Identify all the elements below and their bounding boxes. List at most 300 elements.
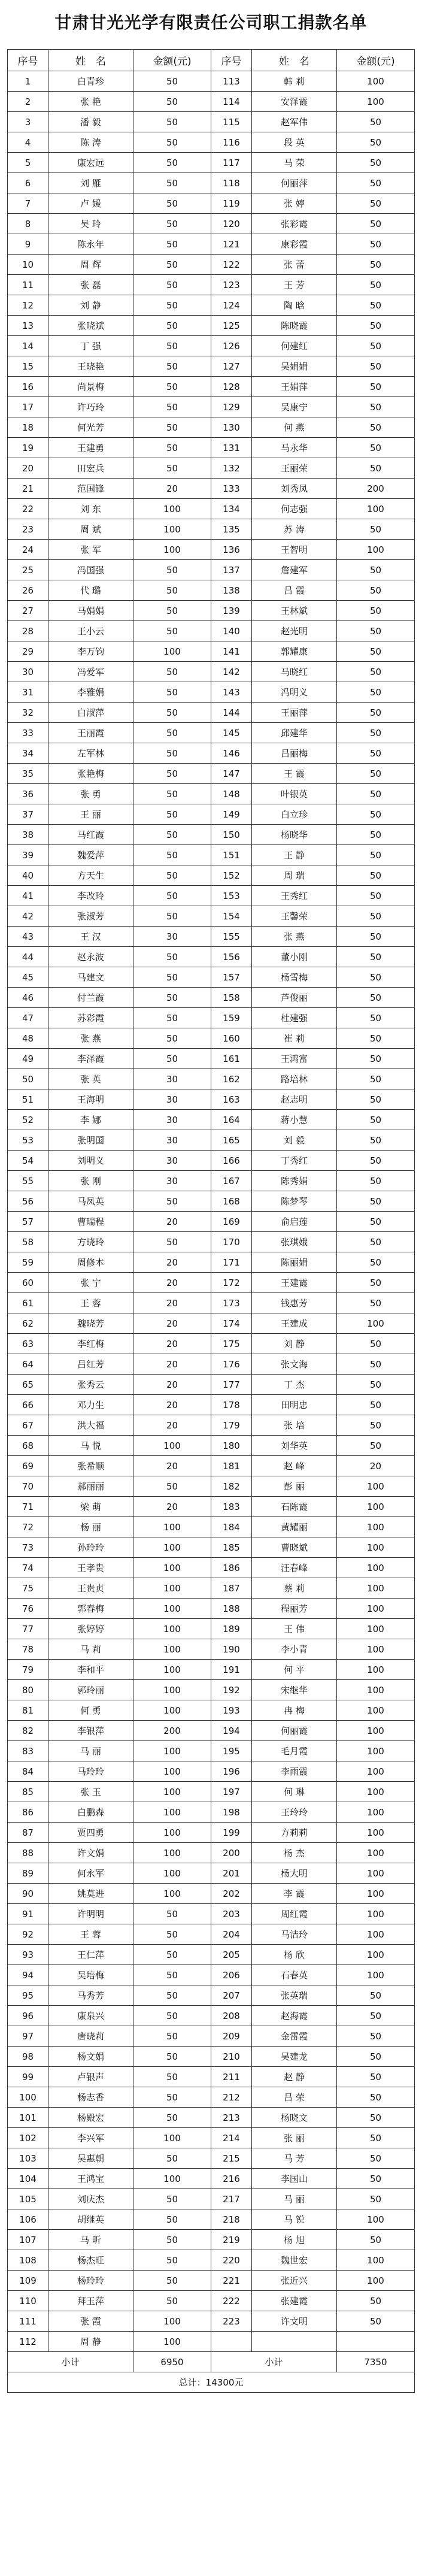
cell-seq: 185: [211, 1537, 252, 1558]
table-row: [8, 193, 415, 214]
cell-name: 方天生: [48, 865, 133, 886]
cell-amount: 100: [133, 1700, 211, 1721]
table-row: [8, 784, 415, 804]
cell-seq: 130: [211, 417, 252, 438]
table-row: [8, 2006, 415, 2026]
cell-name: 张 蕾: [252, 255, 337, 275]
cell-amount: 30: [133, 1069, 211, 1089]
table-row: [8, 2271, 415, 2291]
cell-amount: 50: [133, 2148, 211, 2169]
cell-seq: 60: [8, 1273, 48, 1293]
cell-seq: 145: [211, 723, 252, 743]
cell-amount: 100: [133, 2128, 211, 2148]
cell-seq: 151: [211, 845, 252, 865]
table-row: [8, 865, 415, 886]
cell-amount: 100: [337, 1639, 415, 1660]
cell-amount: 50: [337, 947, 415, 967]
cell-name: 杨晓华: [252, 825, 337, 845]
total-row: [8, 2372, 415, 2393]
cell-amount: 50: [133, 947, 211, 967]
cell-seq: 72: [8, 1517, 48, 1537]
cell-seq: 150: [211, 825, 252, 845]
cell-amount: 50: [133, 967, 211, 988]
table-row: [8, 132, 415, 153]
cell-amount: 100: [133, 1680, 211, 1700]
cell-seq: 101: [8, 2108, 48, 2128]
cell-name: 王 伟: [252, 1619, 337, 1639]
cell-name: 王孝贵: [48, 1558, 133, 1578]
cell-amount: 100: [337, 1945, 415, 1965]
cell-seq: 129: [211, 397, 252, 417]
table-row: [8, 845, 415, 865]
cell-seq: 169: [211, 1212, 252, 1232]
cell-seq: 68: [8, 1436, 48, 1456]
cell-amount: 20: [133, 1354, 211, 1375]
cell-seq: 171: [211, 1252, 252, 1273]
cell-name: 苏 涛: [252, 519, 337, 540]
cell-seq: 220: [211, 2250, 252, 2271]
cell-name: 李 霞: [252, 1884, 337, 1904]
table-row: [8, 1212, 415, 1232]
cell-seq: 51: [8, 1089, 48, 1110]
table-row: [8, 1293, 415, 1313]
cell-amount: 50: [133, 214, 211, 234]
cell-amount: 20: [133, 1273, 211, 1293]
cell-seq: 222: [211, 2291, 252, 2311]
cell-amount: 50: [133, 2047, 211, 2067]
cell-amount: 100: [133, 2311, 211, 2332]
cell-amount: 50: [337, 1354, 415, 1375]
cell-amount: 100: [133, 1884, 211, 1904]
cell-amount: 50: [133, 703, 211, 723]
cell-amount: 50: [337, 1171, 415, 1191]
cell-name: 张近兴: [252, 2271, 337, 2291]
cell-name: 拜玉萍: [48, 2291, 133, 2311]
cell-name: 王丽霞: [48, 723, 133, 743]
cell-seq: 209: [211, 2026, 252, 2047]
cell-amount: 50: [337, 1069, 415, 1089]
cell-seq: 140: [211, 621, 252, 641]
header-row: [8, 50, 415, 71]
cell-seq: 212: [211, 2087, 252, 2108]
cell-seq: 70: [8, 1476, 48, 1497]
cell-amount: 50: [133, 2189, 211, 2209]
cell-name: 康泉兴: [48, 2006, 133, 2026]
cell-amount: 100: [337, 2250, 415, 2271]
cell-amount: 100: [133, 1517, 211, 1537]
cell-amount: 50: [337, 723, 415, 743]
cell-amount: 50: [133, 560, 211, 580]
cell-name: 杨 欣: [252, 1945, 337, 1965]
cell-name: 许巧玲: [48, 397, 133, 417]
cell-seq: 24: [8, 540, 48, 560]
cell-seq: 179: [211, 1415, 252, 1436]
cell-seq: 178: [211, 1395, 252, 1415]
cell-name: 张 婷: [252, 193, 337, 214]
cell-amount: [337, 2332, 415, 2352]
table-row: [8, 71, 415, 92]
cell-amount: 50: [337, 316, 415, 336]
cell-name: 王小云: [48, 621, 133, 641]
table-row: [8, 479, 415, 499]
cell-seq: 75: [8, 1578, 48, 1599]
cell-seq: 110: [8, 2291, 48, 2311]
cell-seq: 168: [211, 1191, 252, 1212]
table-row: [8, 825, 415, 845]
cell-seq: 133: [211, 479, 252, 499]
cell-amount: 20: [133, 1395, 211, 1415]
cell-name: 王丽荣: [252, 458, 337, 479]
cell-amount: 100: [337, 1599, 415, 1619]
cell-amount: 50: [337, 580, 415, 601]
cell-seq: 157: [211, 967, 252, 988]
cell-name: 王晓艳: [48, 356, 133, 377]
cell-name: 张 勇: [48, 784, 133, 804]
cell-amount: 100: [133, 1823, 211, 1843]
cell-amount: 50: [133, 173, 211, 193]
table-row: [8, 1843, 415, 1863]
cell-amount: 50: [133, 295, 211, 316]
cell-name: 冯爱军: [48, 662, 133, 682]
cell-amount: 50: [337, 153, 415, 173]
cell-name: 安泽霞: [252, 92, 337, 112]
cell-seq: 204: [211, 1924, 252, 1945]
cell-seq: 4: [8, 132, 48, 153]
cell-name: 何 勇: [48, 1700, 133, 1721]
cell-name: 王 蓉: [48, 1293, 133, 1313]
cell-seq: 57: [8, 1212, 48, 1232]
cell-amount: 100: [337, 1965, 415, 1985]
cell-seq: 176: [211, 1354, 252, 1375]
cell-amount: 50: [133, 1008, 211, 1028]
table-row: [8, 1924, 415, 1945]
cell-name: 崔 莉: [252, 1028, 337, 1049]
cell-seq: 163: [211, 1089, 252, 1110]
cell-name: 张艳梅: [48, 764, 133, 784]
cell-amount: 50: [337, 234, 415, 255]
table-row: [8, 2209, 415, 2230]
cell-seq: 38: [8, 825, 48, 845]
cell-seq: 25: [8, 560, 48, 580]
cell-seq: 14: [8, 336, 48, 356]
cell-name: 马玲玲: [48, 1761, 133, 1782]
cell-amount: 100: [337, 1619, 415, 1639]
subtotal-label: 小计: [211, 2352, 337, 2372]
cell-amount: 50: [337, 621, 415, 641]
cell-name: 刘明义: [48, 1151, 133, 1171]
cell-seq: 124: [211, 295, 252, 316]
cell-name: 何永军: [48, 1863, 133, 1884]
cell-seq: 128: [211, 377, 252, 397]
cell-seq: 23: [8, 519, 48, 540]
cell-seq: 165: [211, 1130, 252, 1151]
cell-name: 吴 玲: [48, 214, 133, 234]
cell-amount: 50: [133, 865, 211, 886]
cell-seq: 175: [211, 1334, 252, 1354]
cell-amount: 100: [337, 1904, 415, 1924]
table-row: [8, 1639, 415, 1660]
table-row: [8, 1700, 415, 1721]
cell-name: 马 悦: [48, 1436, 133, 1456]
table-row: [8, 743, 415, 764]
table-row: [8, 967, 415, 988]
table-row: [8, 641, 415, 662]
table-row: [8, 1619, 415, 1639]
cell-amount: 50: [337, 2189, 415, 2209]
cell-amount: 50: [133, 234, 211, 255]
cell-name: 吴康宁: [252, 397, 337, 417]
cell-seq: 88: [8, 1843, 48, 1863]
cell-seq: 219: [211, 2230, 252, 2250]
table-row: [8, 1436, 415, 1456]
cell-amount: 100: [133, 1578, 211, 1599]
cell-name: 曹晓斌: [252, 1537, 337, 1558]
cell-name: 李银萍: [48, 1721, 133, 1741]
cell-amount: 50: [133, 2271, 211, 2291]
cell-seq: 13: [8, 316, 48, 336]
cell-seq: 142: [211, 662, 252, 682]
cell-seq: 47: [8, 1008, 48, 1028]
cell-amount: 100: [337, 1476, 415, 1497]
table-row: [8, 316, 415, 336]
table-row: [8, 1721, 415, 1741]
table-row: [8, 1028, 415, 1049]
cell-name: 何丽萍: [252, 173, 337, 193]
table-row: [8, 804, 415, 825]
cell-name: 冯国强: [48, 560, 133, 580]
cell-amount: 50: [337, 1232, 415, 1252]
cell-name: 王玲玲: [252, 1802, 337, 1823]
cell-amount: 100: [337, 1823, 415, 1843]
cell-amount: 50: [133, 193, 211, 214]
cell-seq: 95: [8, 1985, 48, 2006]
cell-name: 陈晓霞: [252, 316, 337, 336]
cell-amount: 50: [337, 1028, 415, 1049]
cell-amount: 100: [133, 2332, 211, 2352]
cell-amount: 100: [133, 1436, 211, 1456]
cell-seq: 96: [8, 2006, 48, 2026]
cell-seq: 56: [8, 1191, 48, 1212]
cell-name: 王 静: [252, 845, 337, 865]
cell-name: 张 英: [48, 1069, 133, 1089]
cell-seq: 161: [211, 1049, 252, 1069]
cell-name: 张婷婷: [48, 1619, 133, 1639]
cell-name: 马 丽: [252, 2189, 337, 2209]
cell-name: 张明国: [48, 1130, 133, 1151]
cell-name: 吴娟娟: [252, 356, 337, 377]
cell-seq: 216: [211, 2169, 252, 2189]
cell-name: 周 斌: [48, 519, 133, 540]
cell-name: 许文明: [252, 2311, 337, 2332]
cell-name: 曹瑞程: [48, 1212, 133, 1232]
cell-seq: 117: [211, 153, 252, 173]
cell-seq: 31: [8, 682, 48, 703]
cell-seq: 22: [8, 499, 48, 519]
cell-amount: 100: [133, 499, 211, 519]
cell-seq: 93: [8, 1945, 48, 1965]
cell-seq: 1: [8, 71, 48, 92]
cell-amount: 50: [337, 1130, 415, 1151]
header-amount: 金额(元): [337, 50, 415, 71]
cell-seq: 123: [211, 275, 252, 295]
cell-amount: 100: [337, 540, 415, 560]
cell-seq: 84: [8, 1761, 48, 1782]
cell-amount: 100: [133, 1741, 211, 1761]
cell-amount: 50: [337, 1415, 415, 1436]
cell-seq: 86: [8, 1802, 48, 1823]
cell-seq: 135: [211, 519, 252, 540]
cell-seq: 104: [8, 2169, 48, 2189]
cell-name: 杨 杰: [252, 1843, 337, 1863]
cell-seq: 12: [8, 295, 48, 316]
table-row: [8, 2230, 415, 2250]
cell-name: 付兰霞: [48, 988, 133, 1008]
cell-name: 马 丽: [48, 1741, 133, 1761]
cell-amount: 20: [133, 1456, 211, 1476]
cell-amount: 50: [337, 2087, 415, 2108]
table-row: [8, 2332, 415, 2352]
cell-seq: 92: [8, 1924, 48, 1945]
cell-amount: 50: [337, 458, 415, 479]
cell-name: 杨 旭: [252, 2230, 337, 2250]
cell-name: 吕丽梅: [252, 743, 337, 764]
cell-name: 陈丽娟: [252, 1252, 337, 1273]
cell-amount: 50: [337, 804, 415, 825]
cell-name: 范国锋: [48, 479, 133, 499]
cell-seq: 167: [211, 1171, 252, 1191]
cell-amount: 50: [337, 764, 415, 784]
cell-name: 马娟娟: [48, 601, 133, 621]
cell-seq: 177: [211, 1375, 252, 1395]
cell-seq: 172: [211, 1273, 252, 1293]
cell-seq: 116: [211, 132, 252, 153]
cell-amount: 100: [337, 1721, 415, 1741]
table-row: [8, 2311, 415, 2332]
table-row: [8, 1537, 415, 1558]
cell-name: 吴建龙: [252, 2047, 337, 2067]
cell-seq: 5: [8, 153, 48, 173]
cell-seq: 121: [211, 234, 252, 255]
cell-name: 石陈霞: [252, 1497, 337, 1517]
cell-name: 魏爱萍: [48, 845, 133, 865]
table-row: [8, 906, 415, 927]
cell-amount: 50: [133, 2087, 211, 2108]
cell-name: 卢 媛: [48, 193, 133, 214]
cell-name: 毛月霞: [252, 1741, 337, 1761]
table-row: [8, 662, 415, 682]
cell-amount: 50: [337, 1008, 415, 1028]
cell-amount: 50: [337, 2047, 415, 2067]
cell-seq: 40: [8, 865, 48, 886]
table-row: [8, 1375, 415, 1395]
cell-seq: 193: [211, 1700, 252, 1721]
cell-seq: 10: [8, 255, 48, 275]
cell-name: 张 宁: [48, 1273, 133, 1293]
cell-seq: 94: [8, 1965, 48, 1985]
table-row: [8, 438, 415, 458]
cell-name: 卢银声: [48, 2067, 133, 2087]
cell-seq: 141: [211, 641, 252, 662]
cell-name: 何 琳: [252, 1782, 337, 1802]
cell-seq: 97: [8, 2026, 48, 2047]
table-row: [8, 1273, 415, 1293]
cell-amount: 20: [337, 1456, 415, 1476]
cell-amount: 50: [133, 845, 211, 865]
table-row: [8, 1599, 415, 1619]
cell-amount: 30: [133, 1171, 211, 1191]
cell-amount: 200: [337, 479, 415, 499]
cell-seq: 11: [8, 275, 48, 295]
cell-amount: 50: [337, 2148, 415, 2169]
cell-amount: 50: [133, 1965, 211, 1985]
cell-amount: 50: [133, 2291, 211, 2311]
cell-seq: 136: [211, 540, 252, 560]
cell-seq: 118: [211, 173, 252, 193]
cell-seq: 162: [211, 1069, 252, 1089]
cell-seq: 35: [8, 764, 48, 784]
table-row: [8, 173, 415, 193]
cell-seq: 65: [8, 1375, 48, 1395]
cell-amount: 50: [133, 580, 211, 601]
cell-seq: 192: [211, 1680, 252, 1700]
subtotal-label: 小计: [8, 2352, 133, 2372]
cell-name: 田明忠: [252, 1395, 337, 1415]
cell-seq: 201: [211, 1863, 252, 1884]
cell-amount: 50: [337, 1151, 415, 1171]
cell-seq: 208: [211, 2006, 252, 2026]
table-row: [8, 1578, 415, 1599]
table-row: [8, 703, 415, 723]
cell-amount: 50: [133, 2006, 211, 2026]
table-row: [8, 1741, 415, 1761]
cell-amount: 50: [337, 2230, 415, 2250]
cell-seq: 62: [8, 1313, 48, 1334]
table-row: [8, 988, 415, 1008]
subtotal-left-value: 6950: [133, 2352, 211, 2372]
cell-seq: 49: [8, 1049, 48, 1069]
cell-name: 马 莉: [48, 1639, 133, 1660]
cell-name: 杨晓文: [252, 2108, 337, 2128]
cell-name: 李国山: [252, 2169, 337, 2189]
table-row: [8, 1130, 415, 1151]
cell-seq: 215: [211, 2148, 252, 2169]
cell-amount: 50: [337, 1110, 415, 1130]
table-row: [8, 1863, 415, 1884]
cell-name: 尚景梅: [48, 377, 133, 397]
header-seq: 序号: [8, 50, 48, 71]
subtotal-row: [8, 2352, 415, 2372]
cell-amount: 100: [337, 1680, 415, 1700]
cell-name: 丁秀红: [252, 1151, 337, 1171]
cell-name: 何光芳: [48, 417, 133, 438]
cell-amount: 50: [133, 1985, 211, 2006]
cell-amount: 200: [133, 1721, 211, 1741]
cell-amount: 50: [133, 417, 211, 438]
cell-amount: 50: [133, 2250, 211, 2271]
cell-amount: 50: [337, 132, 415, 153]
cell-amount: 100: [337, 1863, 415, 1884]
cell-seq: 6: [8, 173, 48, 193]
cell-name: 邓力生: [48, 1395, 133, 1415]
cell-amount: 100: [133, 1537, 211, 1558]
cell-amount: 50: [337, 845, 415, 865]
cell-seq: 50: [8, 1069, 48, 1089]
cell-amount: 100: [133, 1843, 211, 1863]
cell-name: 张淑芳: [48, 906, 133, 927]
cell-amount: 50: [337, 967, 415, 988]
table-row: [8, 560, 415, 580]
cell-seq: 148: [211, 784, 252, 804]
